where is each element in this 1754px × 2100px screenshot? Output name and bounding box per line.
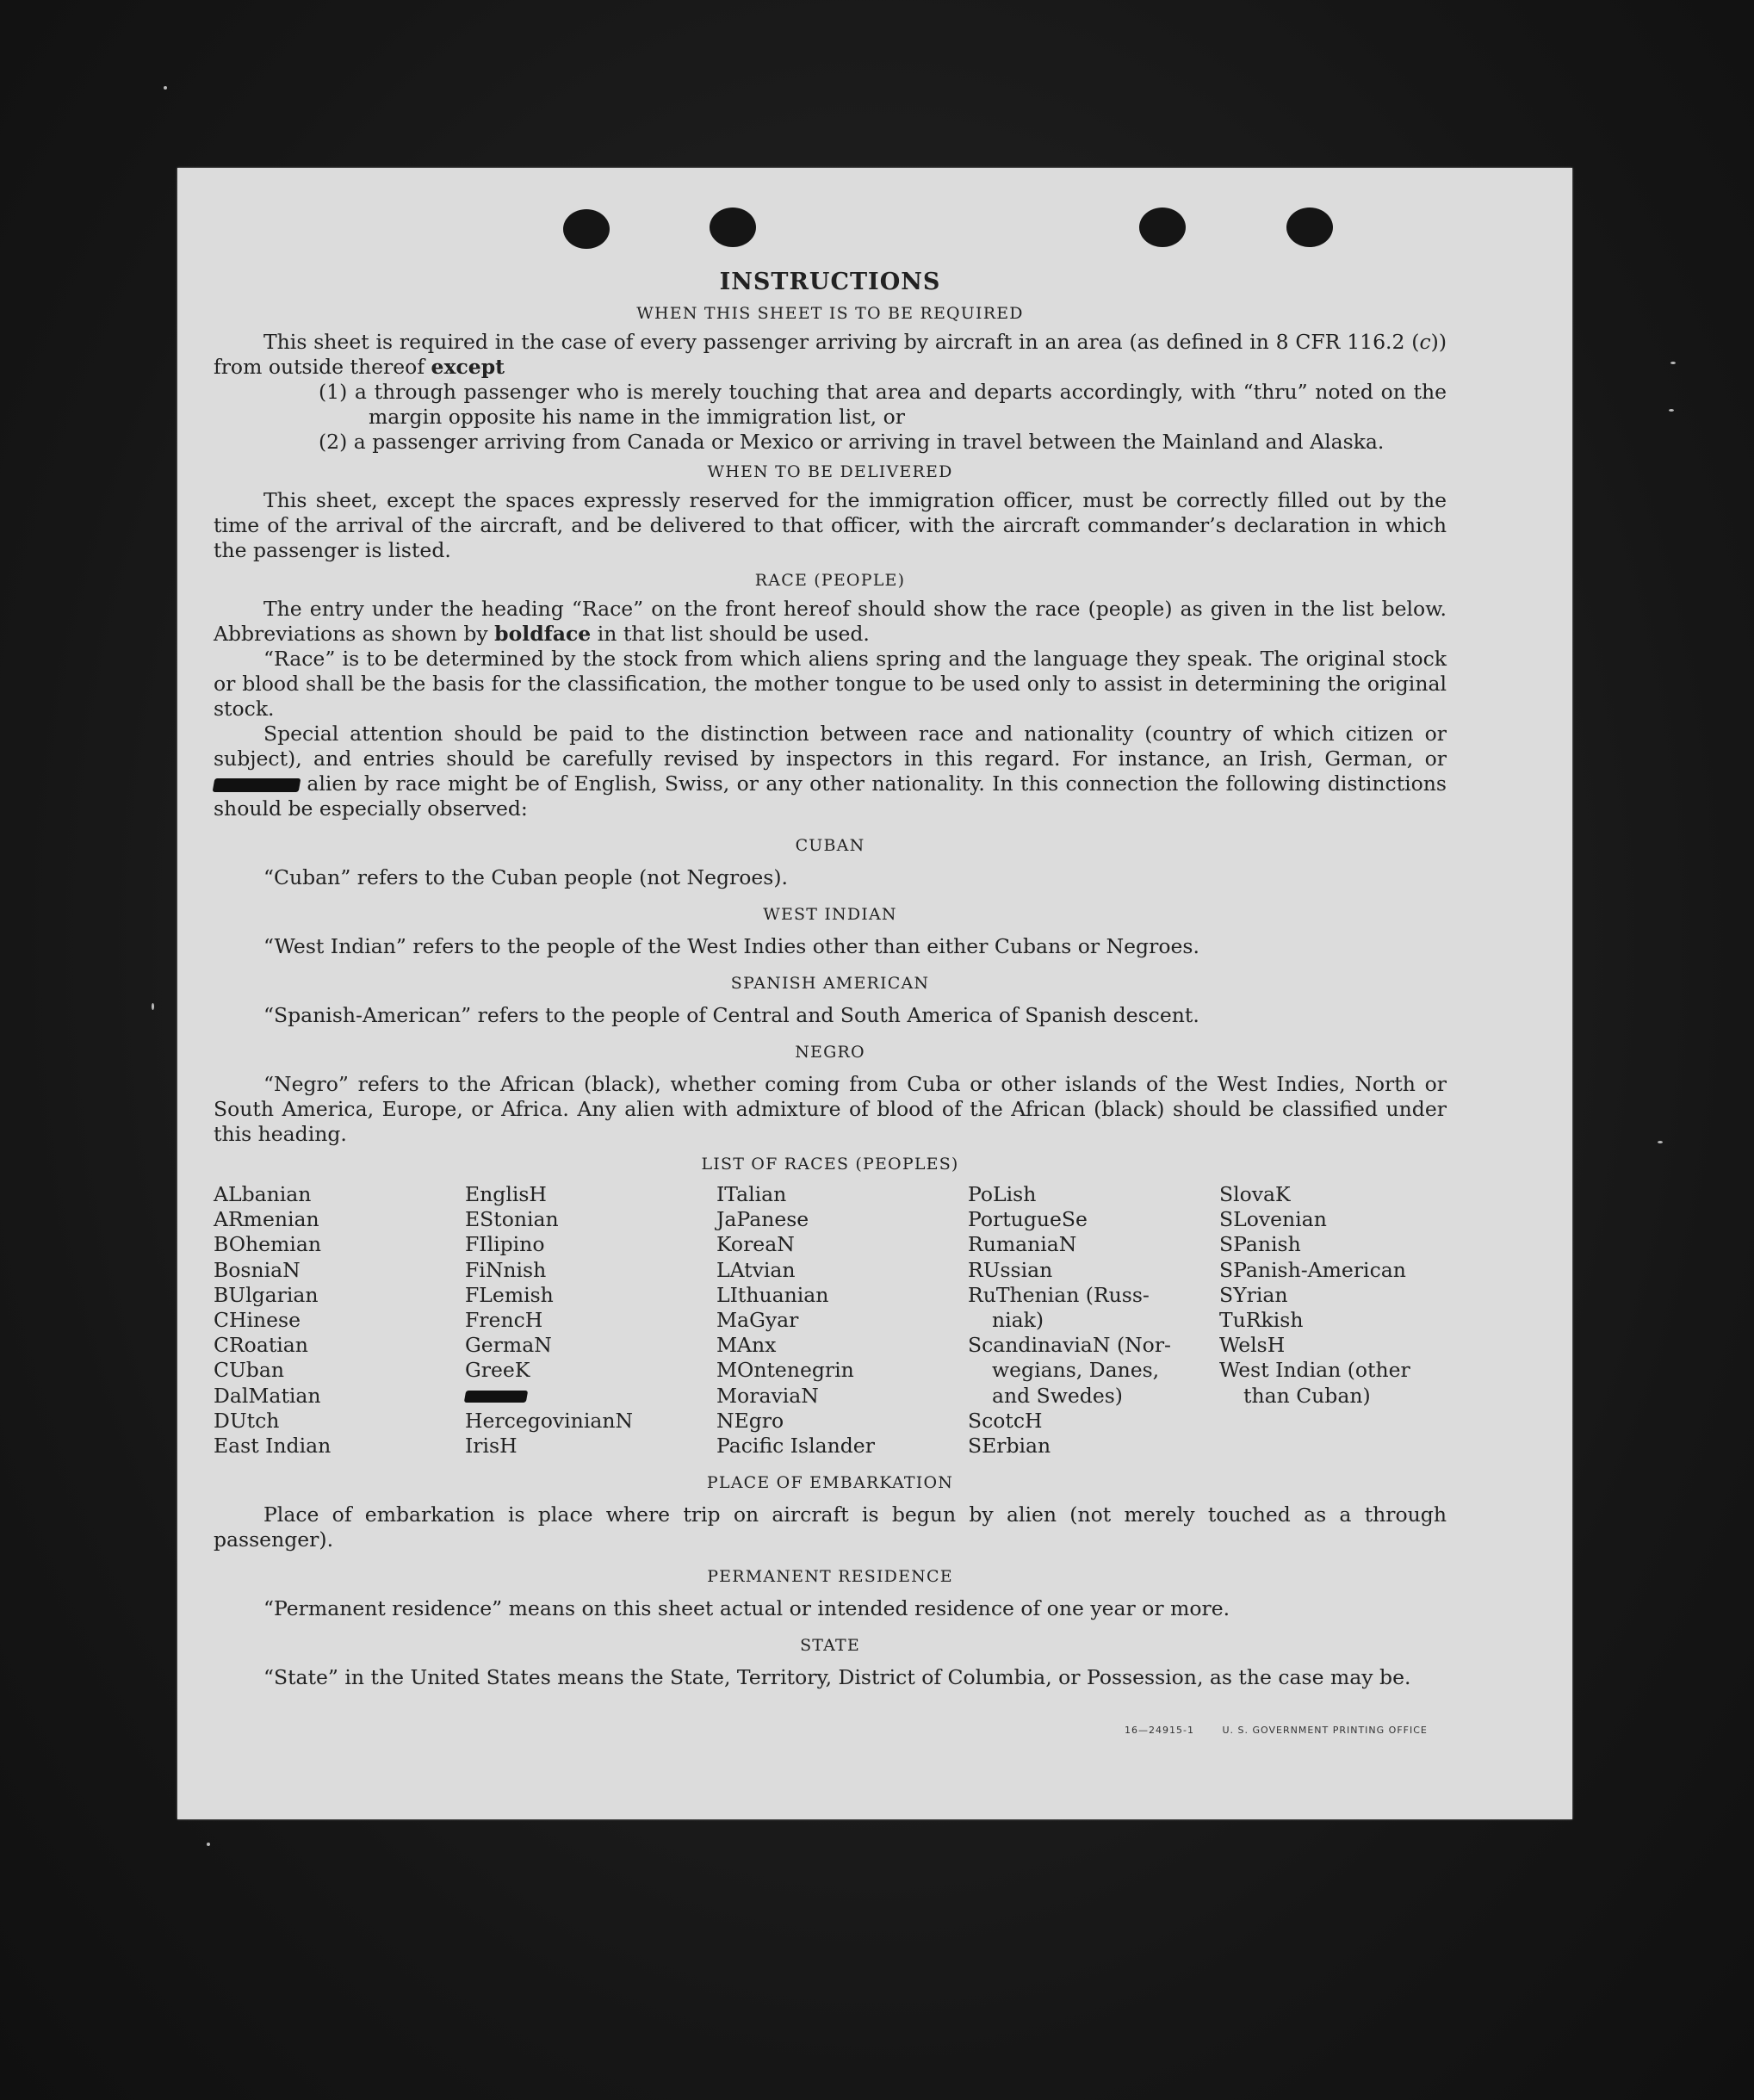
race-item: than Cuban): [1243, 1383, 1371, 1408]
race-column-3: [716, 1182, 968, 1459]
punch-hole: [710, 208, 756, 247]
form-number: 16—24915-1: [1125, 1725, 1194, 1736]
heading-west-indian: WEST INDIAN: [763, 905, 897, 924]
heading-when-required: WHEN THIS SHEET IS TO BE REQUIRED: [636, 304, 1024, 323]
punch-hole: [1139, 208, 1186, 247]
cuban-text: “Cuban” refers to the Cuban people (not Negroes).: [263, 865, 789, 889]
punch-hole: [563, 209, 610, 249]
race-item: GreeK: [465, 1358, 530, 1383]
race-list: [214, 1182, 1447, 1459]
race-item: ScandinaviaN (Nor-: [968, 1333, 1171, 1358]
race-item-redacted: [465, 1384, 716, 1409]
race-paragraph-3: Special attention should be paid to the distinction between race and nationality (country of which citizen or subject), and entries should be carefully revised by inspectors in this regard. For instance, an Irish, German, or alien by race might be of English, Swiss, or any other nationality. In this connection the following distinctions should be especially observed:: [214, 722, 1447, 821]
race-item: SLovenian: [1219, 1207, 1327, 1232]
race-item: SYrian: [1219, 1282, 1288, 1307]
negro-text: “Negro” refers to the African (black), whether coming from Cuba or other islands of the West Indies, North or South America, Europe, or Africa. Any alien with admixture of blood of the African (black) should be classified under this heading.: [214, 1072, 1447, 1146]
race-column-1: [214, 1182, 465, 1459]
race-item: LIthuanian: [716, 1282, 829, 1307]
spanish-american-text: “Spanish-American” refers to the people of Central and South America of Spanish descent.: [263, 1003, 1199, 1027]
race-item: PortugueSe: [968, 1207, 1088, 1232]
race-item: ScotcH: [968, 1408, 1043, 1433]
race-item: niak): [992, 1308, 1044, 1333]
race-item: BUlgarian: [214, 1282, 319, 1307]
print-footer: [1125, 1725, 1452, 1736]
exception-item-2: (2) a passenger arriving from Canada or Mexico or arriving in travel between the Mainland and Alaska.: [319, 430, 1385, 454]
redaction-mark: [464, 1391, 528, 1403]
race-item: LAtvian: [716, 1257, 796, 1282]
race-item: wegians, Danes,: [992, 1358, 1160, 1383]
race-item: GermaN: [465, 1333, 552, 1358]
race-item: and Swedes): [992, 1383, 1123, 1408]
race-item: JaPanese: [716, 1207, 809, 1232]
race-item: FiNnish: [465, 1257, 547, 1282]
race-item: DalMatian: [214, 1383, 321, 1408]
race-item: MOntenegrin: [716, 1358, 854, 1383]
residence-text: “Permanent residence” means on this sheet actual or intended residence of one year or more.: [263, 1596, 1230, 1621]
race-item: MAnx: [716, 1333, 777, 1358]
race-item: SPanish: [1219, 1232, 1301, 1257]
race-item: FIlipino: [465, 1232, 545, 1257]
page-title: INSTRUCTIONS: [719, 269, 941, 295]
race-item: IrisH: [465, 1434, 518, 1459]
race-item: DUtch: [214, 1408, 280, 1433]
embarkation-text: Place of embarkation is place where trip on aircraft is begun by alien (not merely touched as a through passenger).: [214, 1502, 1447, 1552]
heading-state: STATE: [800, 1636, 860, 1656]
heading-negro: NEGRO: [795, 1043, 865, 1062]
instruction-sheet: [177, 168, 1572, 1819]
race-item: SErbian: [968, 1434, 1051, 1459]
when-required-intro: This sheet is required in the case of every passenger arriving by aircraft in an area (as defined in 8 CFR 116.2 (c)) from outside thereof except: [214, 330, 1447, 379]
race-item: East Indian: [214, 1434, 332, 1459]
race-item: KoreaN: [716, 1232, 795, 1257]
heading-list-of-races: LIST OF RACES (PEOPLES): [701, 1155, 959, 1174]
heading-embarkation: PLACE OF EMBARKATION: [706, 1473, 954, 1493]
race-item: BosniaN: [214, 1257, 301, 1282]
west-indian-text: “West Indian” refers to the people of the West Indies other than either Cubans or Negroes.: [263, 934, 1199, 958]
race-item: EnglisH: [465, 1182, 547, 1206]
instructions-content: [214, 269, 1447, 1690]
race-column-4: [968, 1182, 1219, 1459]
exception-item-1: (1) a through passenger who is merely touching that area and departs accordingly, with “thru” noted on the margin opposite his name in the immigration list, or: [319, 380, 1447, 429]
heading-cuban: CUBAN: [795, 836, 865, 855]
race-paragraph-1: The entry under the heading “Race” on the front hereof should show the race (people) as given in the list below. Abbreviations as shown by boldface in that list should be used.: [214, 597, 1447, 646]
race-item: TuRkish: [1219, 1308, 1304, 1333]
race-item: FLemish: [465, 1282, 554, 1307]
race-item: RUssian: [968, 1257, 1053, 1282]
race-item: CRoatian: [214, 1333, 308, 1358]
heading-race: RACE (PEOPLE): [754, 571, 906, 590]
race-item: HercegovinianN: [465, 1408, 634, 1433]
race-item: ARmenian: [214, 1207, 319, 1232]
race-item: ITalian: [716, 1182, 787, 1206]
heading-permanent-residence: PERMANENT RESIDENCE: [707, 1567, 953, 1587]
race-paragraph-2: “Race” is to be determined by the stock from which aliens spring and the language they speak. The original stock or blood shall be the basis for the classification, the mother tongue to be used only to assist in determining the original stock.: [214, 647, 1447, 721]
race-item: CHinese: [214, 1308, 301, 1333]
state-text: “State” in the United States means the State, Territory, District of Columbia, or Possession, as the case may be.: [263, 1665, 1411, 1690]
heading-when-delivered: WHEN TO BE DELIVERED: [707, 462, 953, 481]
race-item: EStonian: [465, 1207, 559, 1232]
race-item: MoraviaN: [716, 1383, 819, 1408]
punch-hole: [1286, 208, 1333, 247]
race-item: CUban: [214, 1358, 284, 1383]
race-item: Pacific Islander: [716, 1434, 875, 1459]
race-item: FrencH: [465, 1308, 543, 1333]
race-item: MaGyar: [716, 1308, 799, 1333]
printer-imprint: U. S. GOVERNMENT PRINTING OFFICE: [1222, 1725, 1428, 1736]
race-column-5: [1219, 1182, 1447, 1459]
when-delivered-text: This sheet, except the spaces expressly reserved for the immigration officer, must be correctly filled out by the time of the arrival of the aircraft, and be delivered to that officer, with the aircraft commander’s declaration in which the passenger is listed.: [214, 488, 1447, 562]
race-item: SlovaK: [1219, 1182, 1291, 1206]
race-item: PoLish: [968, 1182, 1037, 1206]
race-item: NEgro: [716, 1408, 784, 1433]
race-item: West Indian (other: [1219, 1358, 1410, 1383]
race-item: SPanish-American: [1219, 1257, 1406, 1282]
race-column-2: [465, 1182, 716, 1459]
race-item: BOhemian: [214, 1232, 321, 1257]
race-item: RumaniaN: [968, 1232, 1077, 1257]
heading-spanish-american: SPANISH AMERICAN: [730, 974, 930, 993]
redaction-mark: [213, 778, 301, 792]
race-item: RuThenian (Russ-: [968, 1282, 1150, 1307]
race-item: WelsH: [1219, 1333, 1286, 1358]
race-item: ALbanian: [214, 1182, 312, 1206]
